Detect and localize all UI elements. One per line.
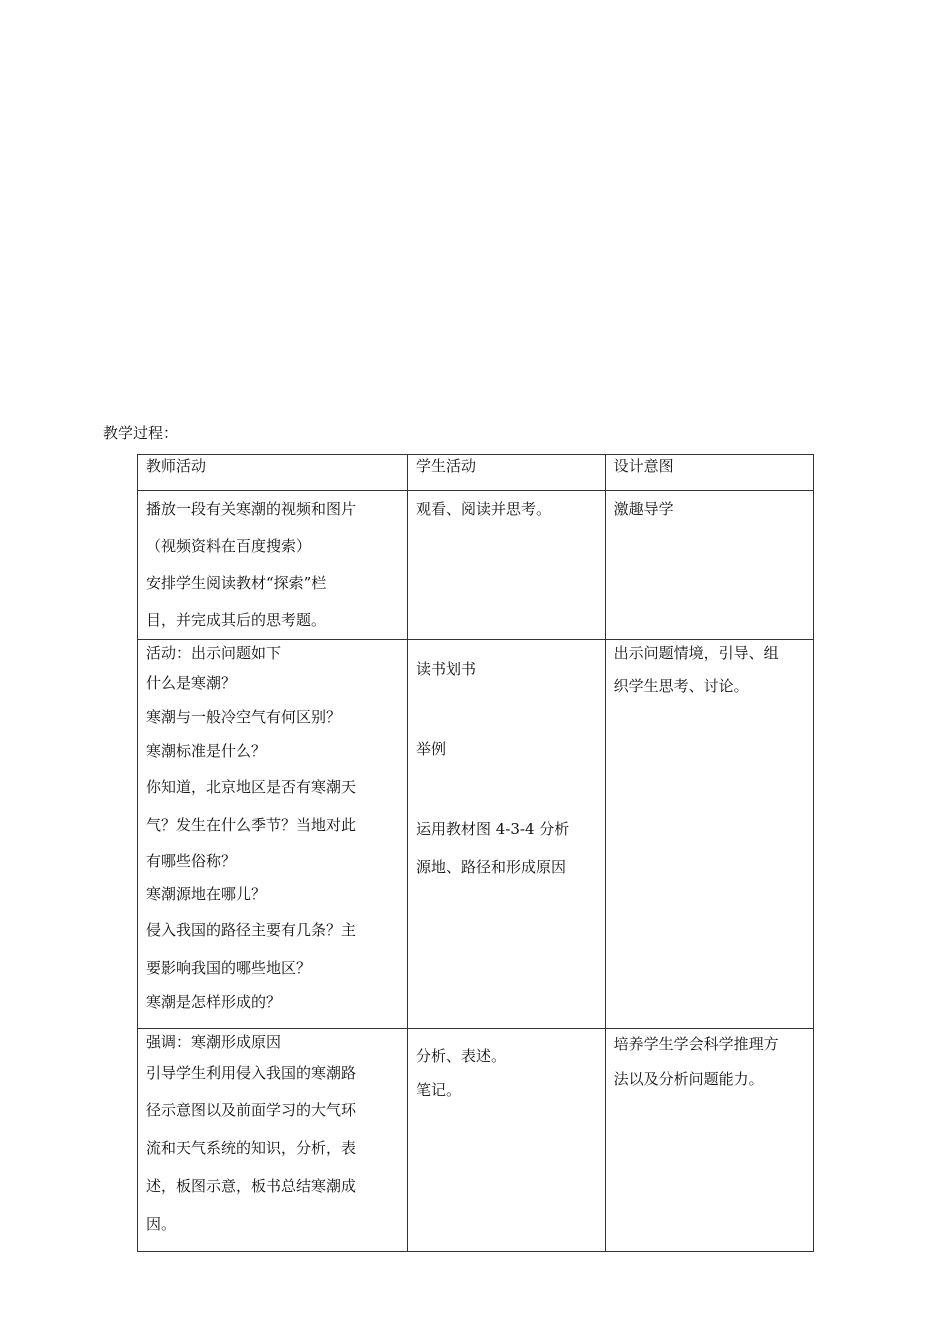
cell-line: 分析、表述。 xyxy=(415,1047,506,1065)
teacher-activity-cell xyxy=(138,640,408,1029)
header-teacher-activity: 教师活动 xyxy=(138,455,408,491)
teacher-activity-cell xyxy=(138,1029,408,1252)
table-row xyxy=(138,640,814,1029)
cell-line: 织学生思考、讨论。 xyxy=(613,677,749,695)
cell-line: 观看、阅读并思考。 xyxy=(415,500,551,518)
cell-line: 因。 xyxy=(146,1215,177,1233)
cell-line: 出示问题情境，引导、组 xyxy=(613,644,779,662)
cell-line: 流和天气系统的知识，分析，表 xyxy=(146,1139,357,1157)
cell-line: 激趣导学 xyxy=(613,500,674,518)
cell-line: 培养学生学会科学推理方 xyxy=(613,1035,779,1053)
cell-line: 播放一段有关寒潮的视频和图片 xyxy=(146,500,357,518)
cell-line: 什么是寒潮？ xyxy=(146,674,237,692)
cell-line: 要影响我国的哪些地区？ xyxy=(146,959,312,977)
cell-line: 笔记。 xyxy=(415,1081,461,1099)
design-intent-cell xyxy=(605,491,813,640)
cell-line: 述，板图示意，板书总结寒潮成 xyxy=(146,1177,357,1195)
cell-line: 寒潮与一般冷空气有何区别？ xyxy=(146,708,342,726)
student-activity-cell xyxy=(407,491,605,640)
cell-line: 引导学生利用侵入我国的寒潮路 xyxy=(146,1064,357,1082)
cell-line: 运用教材图 4-3-4 分析 xyxy=(415,820,570,838)
cell-line: 寒潮是怎样形成的？ xyxy=(146,993,282,1011)
cell-line: （视频资料在百度搜索） xyxy=(146,537,312,555)
cell-line: 侵入我国的路径主要有几条？主 xyxy=(146,921,357,939)
cell-line: 源地、路径和形成原因 xyxy=(415,858,566,876)
cell-line: 读书划书 xyxy=(415,660,476,678)
table-header-row xyxy=(138,455,814,491)
design-intent-cell xyxy=(605,640,813,1029)
cell-line: 目，并完成其后的思考题。 xyxy=(146,611,327,629)
cell-line: 活动：出示问题如下 xyxy=(146,644,282,662)
cell-line: 寒潮标准是什么？ xyxy=(146,742,267,760)
section-title: 教学过程： xyxy=(103,424,179,442)
cell-line: 法以及分析问题能力。 xyxy=(613,1070,764,1088)
cell-line: 强调：寒潮形成原因 xyxy=(146,1033,282,1051)
cell-line: 寒潮源地在哪儿？ xyxy=(146,885,267,903)
teacher-activity-cell xyxy=(138,491,408,640)
cell-line: 安排学生阅读教材“探索”栏 xyxy=(146,574,327,592)
design-intent-cell xyxy=(605,1029,813,1252)
table-row xyxy=(138,491,814,640)
student-activity-cell xyxy=(407,640,605,1029)
header-design-intent: 设计意图 xyxy=(605,455,813,491)
cell-line: 举例 xyxy=(415,740,446,758)
cell-line: 径示意图以及前面学习的大气环 xyxy=(146,1101,357,1119)
table-row xyxy=(138,1029,814,1252)
cell-line: 你知道，北京地区是否有寒潮天 xyxy=(146,778,357,796)
student-activity-cell xyxy=(407,1029,605,1252)
cell-line: 有哪些俗称？ xyxy=(146,852,237,870)
teaching-process-table xyxy=(137,454,814,1252)
header-student-activity: 学生活动 xyxy=(407,455,605,491)
cell-line: 气？发生在什么季节？当地对此 xyxy=(146,816,357,834)
